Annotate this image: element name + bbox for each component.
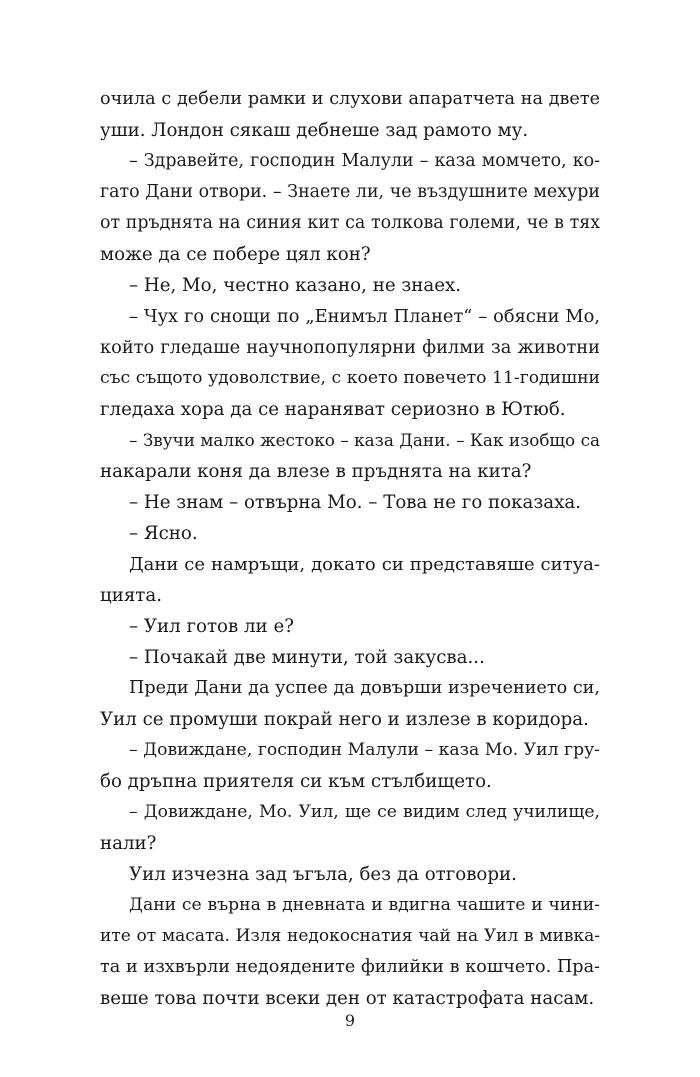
body-text (100, 84, 600, 1014)
text-line: – Почакай две минути, той закусва... (129, 647, 485, 668)
text-line: – Не знам – отвърна Мо. – Това не го показаха. (129, 492, 581, 513)
text-line: който гледаше научнопопулярни филми за животни (100, 337, 600, 358)
text-line: Уил се промуши покрай него и излезе в коридора. (100, 709, 589, 730)
text-line: та и изхвърли недоядените филийки в кошчето. Пра- (100, 957, 600, 977)
text-line: Преди Дани да успее да довърши изречението си, (129, 678, 600, 698)
text-line: – Здравейте, господин Малули – каза момчето, ко- (129, 151, 600, 171)
text-line: накарали коня да влезе в пръднята на кита? (100, 461, 532, 482)
text-line: нали? (100, 833, 157, 854)
text-line: – Чух го снощи по „Енимъл Планет“ – обясни Мо, (129, 306, 600, 327)
text-line: уши. Лондон сякаш дебнеше зад рамото му. (100, 120, 529, 141)
text-line: – Уил готов ли е? (129, 616, 294, 637)
text-line: Уил изчезна зад ъгъла, без да отговори. (129, 864, 517, 885)
text-line: очила с дебели рамки и слухови апаратчета на двете (100, 89, 600, 109)
text-line: със същото удоволствие, с което повечето 11-годишни (100, 368, 600, 388)
text-line: бо дръпна приятеля си към стълбището. (100, 771, 492, 792)
text-line: веше това почти всеки ден от катастрофата насам. (100, 988, 595, 1009)
text-line: – Не, Мо, честно казано, не знаех. (129, 275, 462, 296)
text-line: Дани се върна в дневната и вдигна чашите и чини- (129, 895, 600, 915)
text-line: гато Дани отвори. – Знаете ли, че въздушните мехури (100, 182, 600, 202)
text-line: гледаха хора да се нараняват сериозно в Ютюб. (100, 399, 566, 420)
page-number: 9 (344, 1011, 356, 1030)
text-line: – Довиждане, господин Малули – каза Мо. Уил гру- (129, 740, 600, 760)
text-line: – Ясно. (129, 523, 198, 544)
text-line: може да се побере цял кон? (100, 244, 371, 265)
text-line: – Довиждане, Мо. Уил, ще се видим след училище, (129, 802, 600, 822)
text-line: Дани се намръщи, докато си представяше ситуа- (129, 554, 600, 575)
text-line: цията. (100, 585, 162, 606)
text-line: – Звучи малко жестоко – каза Дани. – Как изобщо са (129, 430, 600, 450)
text-line: от пръднята на синия кит са толкова големи, че в тях (100, 213, 600, 233)
text-line: ите от масата. Изля недокоснатия чай на Уил в мивка- (100, 926, 600, 946)
